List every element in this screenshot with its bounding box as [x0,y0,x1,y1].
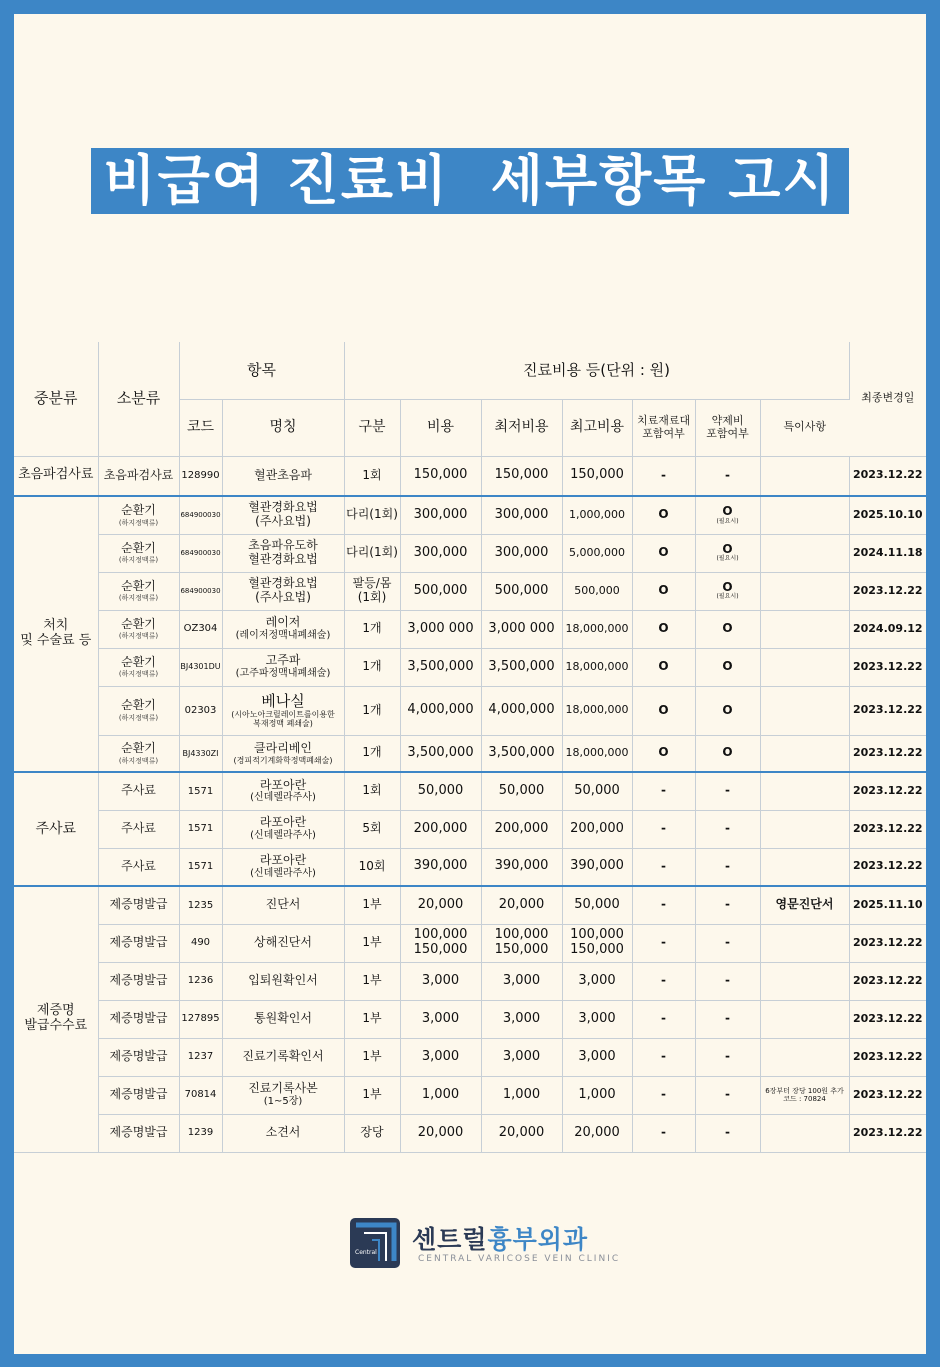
drug-included: - [695,456,760,496]
item-name: 입퇴원확인서 [222,962,344,1000]
item-max-cost: 50,000 [562,772,632,810]
material-included: - [632,772,695,810]
item-cost: 3,000 000 [400,610,481,648]
item-max-cost: 1,000,000 [562,496,632,534]
fee-table [14,342,926,1153]
drug-included: - [695,1000,760,1038]
item-name: 진료기록사본 (1~5장) [222,1076,344,1114]
table-row [14,648,926,686]
sub-category: 주사료 [98,810,179,848]
table-row [14,456,926,496]
item-max-cost: 3,000 [562,1000,632,1038]
item-cost: 3,500,000 [400,735,481,772]
special-note [760,1000,849,1038]
item-code: 1237 [179,1038,222,1076]
item-max-cost: 3,000 [562,1038,632,1076]
item-name: 진단서 [222,886,344,924]
item-name: 고주파 (고주파정맥내폐쇄술) [222,648,344,686]
last-changed-date: 2023.12.22 [849,735,926,772]
item-unit: 1부 [344,1076,400,1114]
item-code: 1571 [179,810,222,848]
sub-category: 제증명발급 [98,924,179,962]
last-changed-date: 2023.12.22 [849,772,926,810]
material-included: - [632,962,695,1000]
item-cost: 500,000 [400,572,481,610]
group-label-certificate: 제증명 발급수수료 [14,886,98,1152]
material-included: - [632,1114,695,1152]
clinic-logo [350,1216,621,1276]
last-changed-date: 2023.12.22 [849,572,926,610]
item-name: 상해진단서 [222,924,344,962]
item-unit: 장당 [344,1114,400,1152]
last-changed-date: 2023.12.22 [849,648,926,686]
table-row [14,610,926,648]
item-name: 베나실 (시아노아크릴레이트를이용한 복재정맥 폐쇄술) [222,686,344,735]
item-cost: 20,000 [400,1114,481,1152]
table-row [14,686,926,735]
item-cost: 300,000 [400,534,481,572]
item-name: 혈관경화요법 (주사요법) [222,496,344,534]
header-category-main: 중분류 [14,342,98,456]
item-unit: 1부 [344,1038,400,1076]
item-max-cost: 18,000,000 [562,686,632,735]
item-unit: 5회 [344,810,400,848]
item-max-cost: 5,000,000 [562,534,632,572]
item-unit: 팔등/몸 (1회) [344,572,400,610]
item-code: 684900030 [179,572,222,610]
sub-category: 제증명발급 [98,1000,179,1038]
material-included: - [632,886,695,924]
special-note [760,496,849,534]
header-name: 명칭 [222,399,344,456]
drug-included: - [695,1076,760,1114]
item-code: 1571 [179,772,222,810]
material-included: O [632,496,695,534]
special-note [760,924,849,962]
clinic-logo-mark-icon [350,1218,400,1268]
drug-included: - [695,848,760,886]
item-min-cost: 150,000 [481,456,562,496]
material-included: - [632,1076,695,1114]
item-unit: 1개 [344,610,400,648]
item-code: 490 [179,924,222,962]
table-row [14,496,926,534]
item-cost: 100,000 150,000 [400,924,481,962]
header-unit: 구분 [344,399,400,456]
item-cost: 300,000 [400,496,481,534]
special-note [760,534,849,572]
item-max-cost: 3,000 [562,962,632,1000]
sub-category: 주사료 [98,772,179,810]
item-cost: 390,000 [400,848,481,886]
material-included: O [632,648,695,686]
item-cost: 3,000 [400,1000,481,1038]
last-changed-date: 2023.12.22 [849,1038,926,1076]
item-name: 혈관초음파 [222,456,344,496]
item-code: 684900030 [179,496,222,534]
item-unit: 1회 [344,772,400,810]
item-min-cost: 200,000 [481,810,562,848]
table-row [14,1000,926,1038]
item-max-cost: 50,000 [562,886,632,924]
item-name: 진료기록확인서 [222,1038,344,1076]
last-changed-date: 2024.11.18 [849,534,926,572]
sub-category: 순환기 (하지정맥류) [98,686,179,735]
item-min-cost: 500,000 [481,572,562,610]
item-max-cost: 150,000 [562,456,632,496]
item-code: BJ4301DU [179,648,222,686]
item-code: 02303 [179,686,222,735]
item-unit: 10회 [344,848,400,886]
last-changed-date: 2023.12.22 [849,1076,926,1114]
item-min-cost: 3,000 000 [481,610,562,648]
material-included: O [632,735,695,772]
drug-included: - [695,962,760,1000]
header-cost-group: 진료비용 등(단위 : 원) [344,342,849,399]
last-changed-date: 2024.09.12 [849,610,926,648]
material-included: - [632,810,695,848]
item-cost: 50,000 [400,772,481,810]
item-min-cost: 50,000 [481,772,562,810]
special-note [760,962,849,1000]
item-unit: 다리(1회) [344,496,400,534]
item-code: BJ4330ZI [179,735,222,772]
last-changed-date: 2023.12.22 [849,1114,926,1152]
group-label-procedure: 처치 및 수술료 등 [14,496,98,772]
item-name: 라포아란 (신데렐라주사) [222,848,344,886]
item-min-cost: 20,000 [481,886,562,924]
drug-included: - [695,1038,760,1076]
item-unit: 1부 [344,1000,400,1038]
drug-included: O [695,686,760,735]
item-unit: 1개 [344,648,400,686]
item-cost: 200,000 [400,810,481,848]
material-included: - [632,1038,695,1076]
material-included: - [632,456,695,496]
header-item: 항목 [179,342,344,399]
item-cost: 3,500,000 [400,648,481,686]
sub-category: 초음파검사료 [98,456,179,496]
table-row [14,735,926,772]
special-note [760,735,849,772]
item-min-cost: 3,000 [481,1000,562,1038]
special-note [760,1038,849,1076]
header-special: 특이사항 [760,399,849,456]
special-note: 6장부터 장당 100원 추가 코드 : 70824 [760,1076,849,1114]
item-min-cost: 3,000 [481,1038,562,1076]
item-cost: 3,000 [400,1038,481,1076]
sub-category: 순환기 (하지정맥류) [98,610,179,648]
table-row [14,572,926,610]
item-code: 127895 [179,1000,222,1038]
drug-included: O (필요시) [695,572,760,610]
header-min-cost: 최저비용 [481,399,562,456]
notice-sheet [14,14,926,1354]
sub-category: 제증명발급 [98,1114,179,1152]
item-max-cost: 100,000 150,000 [562,924,632,962]
material-included: - [632,848,695,886]
item-unit: 1부 [344,886,400,924]
item-max-cost: 18,000,000 [562,610,632,648]
header-code: 코드 [179,399,222,456]
drug-included: - [695,810,760,848]
item-min-cost: 300,000 [481,496,562,534]
logo-mark-text: Central [355,1249,377,1256]
table-row [14,810,926,848]
last-changed-date: 2023.12.22 [849,456,926,496]
header-last-changed: 최종변경일 [849,342,926,456]
table-row [14,924,926,962]
item-min-cost: 3,500,000 [481,648,562,686]
material-included: - [632,1000,695,1038]
item-min-cost: 20,000 [481,1114,562,1152]
item-code: OZ304 [179,610,222,648]
title-wrap [14,148,926,214]
item-max-cost: 200,000 [562,810,632,848]
last-changed-date: 2023.12.22 [849,962,926,1000]
item-code: 70814 [179,1076,222,1114]
item-name: 레이저 (레이저정맥내폐쇄술) [222,610,344,648]
special-note [760,772,849,810]
sub-category: 순환기 (하지정맥류) [98,735,179,772]
material-included: O [632,572,695,610]
sub-category: 순환기 (하지정맥류) [98,534,179,572]
sub-category: 순환기 (하지정맥류) [98,572,179,610]
special-note [760,810,849,848]
last-changed-date: 2023.12.22 [849,1000,926,1038]
last-changed-date: 2023.12.22 [849,848,926,886]
item-code: 1236 [179,962,222,1000]
special-note [760,572,849,610]
table-row [14,1114,926,1152]
table-row [14,1076,926,1114]
drug-included: O [695,648,760,686]
item-cost: 20,000 [400,886,481,924]
table-row [14,772,926,810]
item-cost: 3,000 [400,962,481,1000]
drug-included: O [695,735,760,772]
header-material-included: 치료재료대 포함여부 [632,399,695,456]
item-name: 라포아란 (신데렐라주사) [222,810,344,848]
header-drug-included: 약제비 포함여부 [695,399,760,456]
drug-included: - [695,924,760,962]
special-note [760,648,849,686]
header-category-sub: 소분류 [98,342,179,456]
item-code: 684900030 [179,534,222,572]
item-max-cost: 20,000 [562,1114,632,1152]
item-min-cost: 390,000 [481,848,562,886]
material-included: O [632,610,695,648]
item-code: 1571 [179,848,222,886]
table-row [14,886,926,924]
item-min-cost: 4,000,000 [481,686,562,735]
item-name: 소견서 [222,1114,344,1152]
clinic-name: 센트럴흉부외과 [412,1225,589,1254]
sub-category: 제증명발급 [98,1038,179,1076]
special-note [760,610,849,648]
drug-included: O (필요시) [695,496,760,534]
last-changed-date: 2023.12.22 [849,686,926,735]
item-name: 혈관경화요법 (주사요법) [222,572,344,610]
special-note [760,456,849,496]
item-name: 통원확인서 [222,1000,344,1038]
item-min-cost: 3,000 [481,962,562,1000]
item-cost: 150,000 [400,456,481,496]
item-unit: 다리(1회) [344,534,400,572]
table-row [14,962,926,1000]
item-max-cost: 18,000,000 [562,735,632,772]
item-min-cost: 100,000 150,000 [481,924,562,962]
sub-category: 제증명발급 [98,886,179,924]
table-row [14,534,926,572]
item-max-cost: 390,000 [562,848,632,886]
group-label-injection: 주사료 [14,772,98,886]
item-cost: 1,000 [400,1076,481,1114]
sub-category: 제증명발급 [98,1076,179,1114]
table-row [14,1038,926,1076]
item-min-cost: 300,000 [481,534,562,572]
item-cost: 4,000,000 [400,686,481,735]
header-cost: 비용 [400,399,481,456]
item-unit: 1개 [344,686,400,735]
last-changed-date: 2025.10.10 [849,496,926,534]
table-row [14,848,926,886]
special-note [760,686,849,735]
item-max-cost: 1,000 [562,1076,632,1114]
item-min-cost: 3,500,000 [481,735,562,772]
item-code: 1235 [179,886,222,924]
clinic-english-name: CENTRAL VARICOSE VEIN CLINIC [418,1254,621,1264]
item-unit: 1부 [344,962,400,1000]
sub-category: 제증명발급 [98,962,179,1000]
special-note: 영문진단서 [760,886,849,924]
header-max-cost: 최고비용 [562,399,632,456]
special-note [760,848,849,886]
group-label-ultrasound: 초음파검사료 [14,456,98,496]
page-title: 비급여 진료비 세부항목 고시 [91,148,848,214]
item-code: 1239 [179,1114,222,1152]
item-unit: 1회 [344,456,400,496]
item-name: 라포아란 (신데렐라주사) [222,772,344,810]
item-name: 클라리베인 (경피적기계화학정맥폐쇄술) [222,735,344,772]
last-changed-date: 2023.12.22 [849,924,926,962]
item-min-cost: 1,000 [481,1076,562,1114]
material-included: - [632,924,695,962]
drug-included: O (필요시) [695,534,760,572]
special-note [760,1114,849,1152]
material-included: O [632,534,695,572]
drug-included: - [695,886,760,924]
material-included: O [632,686,695,735]
last-changed-date: 2023.12.22 [849,810,926,848]
sub-category: 순환기 (하지정맥류) [98,648,179,686]
item-max-cost: 500,000 [562,572,632,610]
item-unit: 1개 [344,735,400,772]
last-changed-date: 2025.11.10 [849,886,926,924]
item-code: 128990 [179,456,222,496]
item-unit: 1부 [344,924,400,962]
drug-included: - [695,1114,760,1152]
drug-included: O [695,610,760,648]
item-name: 초음파유도하 혈관경화요법 [222,534,344,572]
sub-category: 순환기 (하지정맥류) [98,496,179,534]
drug-included: - [695,772,760,810]
sub-category: 주사료 [98,848,179,886]
item-max-cost: 18,000,000 [562,648,632,686]
